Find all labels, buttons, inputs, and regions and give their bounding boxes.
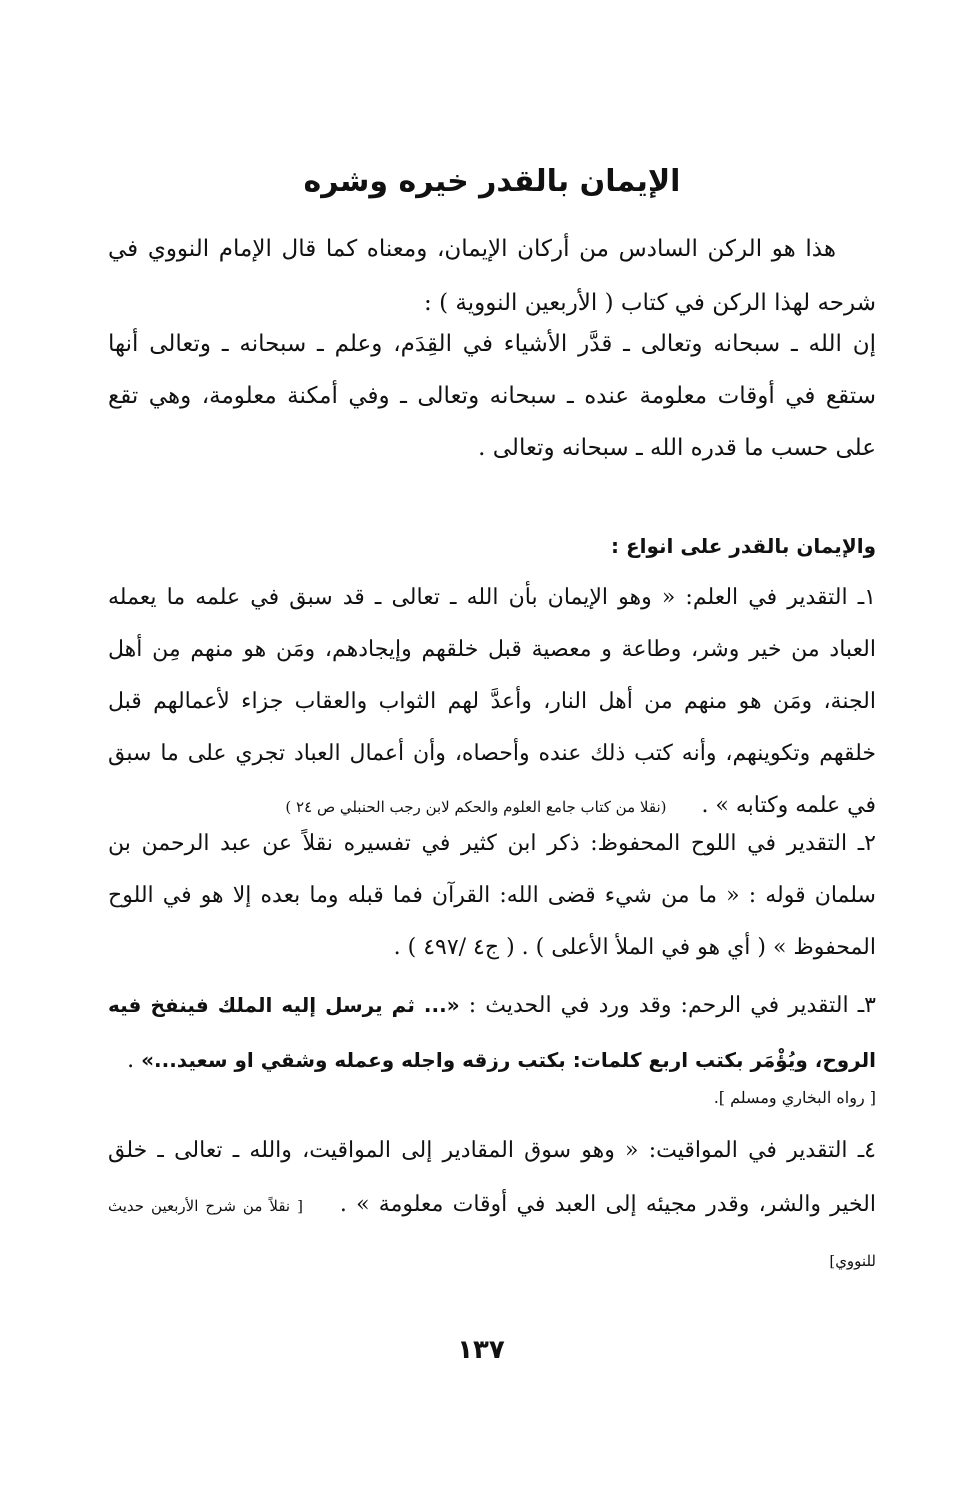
list-item — [108, 572, 876, 833]
item-4-text: ٤ـ التقدير في المواقيت: « وهو سوق المقادير إلى المواقيت، والله ـ تعالى ـ خلق الخير والشر، وقدر مجيئه إلى العبد في أوقات معلومة » . — [108, 1138, 876, 1217]
list-item — [108, 978, 876, 1088]
item-1-source: (نقلا من كتاب جامع العلوم والحكم لابن رجب الحنبلي ص ٢٤ ) — [285, 798, 667, 816]
item-3-hadith: «... ثم يرسل إليه الملك فينفخ فيه الروح، ويُؤْمَر بكتب اربع كلمات: بكتب رزقه واجله وعمله وشقي او سعيد...» — [108, 993, 876, 1072]
types-heading: والإيمان بالقدر على انواع : — [611, 534, 876, 558]
list-item — [108, 1124, 876, 1288]
item-2-text: ٢ـ التقدير في اللوح المحفوظ: ذكر ابن كثير في تفسيره نقلاً عن عبد الرحمن بن سلمان قوله : « ما من شيء قضى الله: القرآن فما قبله وما بعده إلا هو في اللوح المحفوظ » ( أي هو في الملأ الأعلى ) . ( ج٤ /٤٩٧ ) . — [108, 831, 876, 960]
intro-text: هذا هو الركن السادس من أركان الإيمان، ومعناه كما قال الإمام النووي في شرحه لهذا الركن في كتاب ( الأربعين النووية ) : — [108, 236, 876, 316]
page-number: ١٣٧ — [457, 1335, 505, 1365]
list-item — [108, 818, 876, 974]
item-3-end: . — [127, 1048, 135, 1073]
item-4-source: [ نقلاً من شرح الأربعين حديث للنووي] — [108, 1197, 876, 1270]
nawawi-quote: إن الله ـ سبحانه وتعالى ـ قدَّر الأشياء في القِدَم، وعلم ـ سبحانه ـ وتعالى أنها ستقع في أوقات معلومة عنده ـ سبحانه وتعالى ـ وفي أمكنة معلومة، وهي تقع على حسب ما قدره الله ـ سبحانه وتعالى . — [108, 331, 876, 461]
intro-paragraph — [108, 222, 876, 330]
item-1-text: ١ـ التقدير في العلم: « وهو الإيمان بأن الله ـ تعالى ـ قد سبق في علمه ما يعمله العباد من خير وشر، وطاعة و معصية قبل خلقهم وإيجادهم، ومَن هو منهم مِن أهل الجنة، ومَن هو منهم من أهل النار، وأعدَّ لهم الثواب والعقاب جزاء لأعمالهم قبل خلقهم وتكوينهم، وأنه كتب ذلك عنده وأحصاه، وأن أعمال العباد تجري على ما سبق في علمه وكتابه » . — [108, 585, 876, 818]
item-3-text: ٣ـ التقدير في الرحم: وقد ورد في الحديث : — [468, 993, 876, 1018]
page-title: الإيمان بالقدر خيره وشره — [303, 164, 681, 199]
item-3-source: [ رواه البخاري ومسلم ]. — [713, 1088, 876, 1107]
